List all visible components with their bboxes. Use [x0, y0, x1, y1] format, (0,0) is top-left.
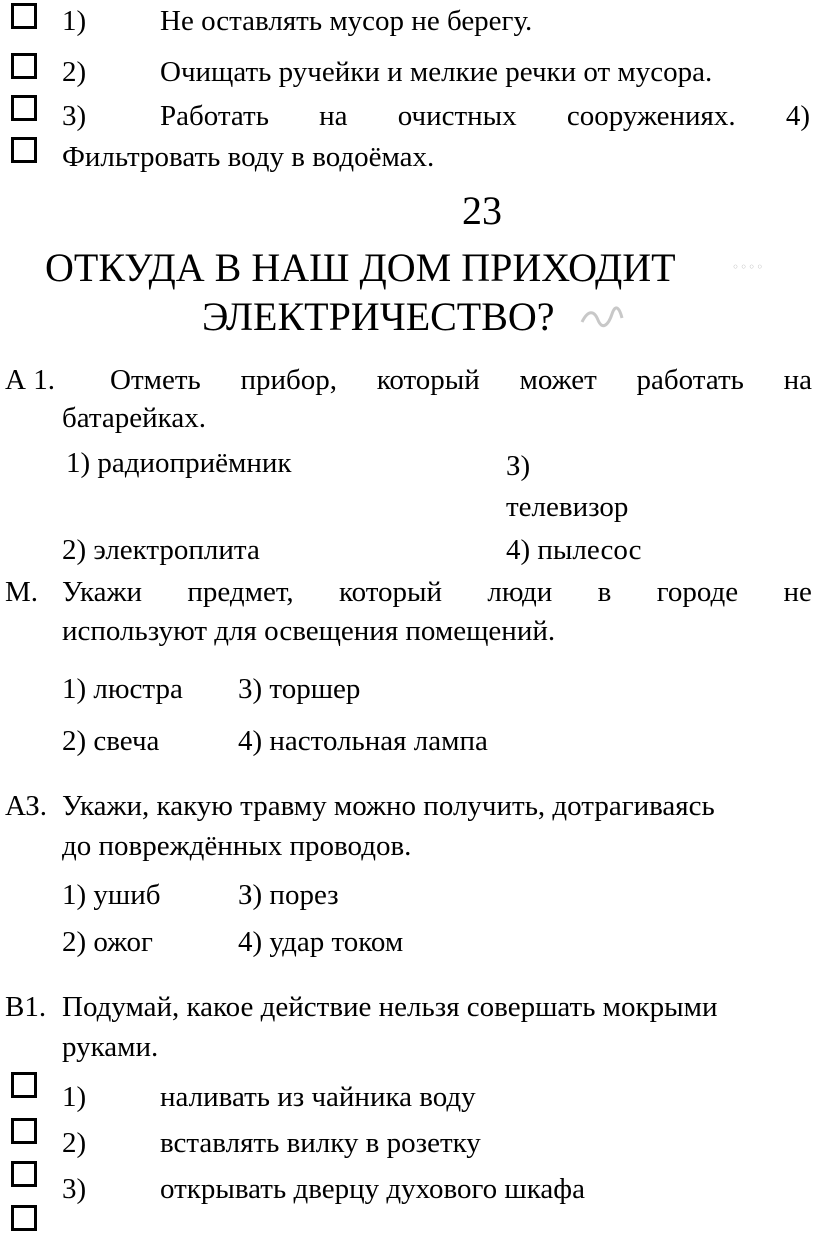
option-a3-1[interactable]: 1) ушиб [62, 879, 161, 911]
question-a3-text: Укажи, какую травму можно получить, дотрагиваясь [62, 790, 715, 822]
section-title-line1: ОТКУДА В НАШ ДОМ ПРИХОДИТ [45, 245, 676, 290]
word: предмет, [187, 576, 294, 608]
question-a1-label: А 1. [5, 364, 55, 396]
checkbox-b1-2[interactable] [11, 1118, 37, 1144]
top-item-1-text: Не оставлять мусор не берегу. [160, 5, 533, 37]
checkbox-b1-4[interactable] [11, 1205, 37, 1231]
question-b1-label: В1. [5, 991, 47, 1023]
top-item-3-num: 3) [62, 100, 87, 132]
option-a1-4[interactable]: 4) пылесос [506, 534, 642, 566]
checkbox-4[interactable] [11, 137, 37, 163]
word: очистных [397, 100, 517, 132]
option-b1-2-num: 2) [62, 1127, 87, 1159]
word: на [783, 364, 812, 396]
option-a3-2[interactable]: 2) ожог [62, 926, 153, 958]
word: в [597, 576, 612, 608]
question-m-cont: используют для освещения помещений. [62, 615, 556, 647]
option-m-2[interactable]: 2) свеча [62, 725, 160, 757]
question-a3-cont: до повреждённых проводов. [62, 830, 412, 862]
option-m-4[interactable]: 4) настольная лампа [238, 725, 488, 757]
option-a1-3-num[interactable]: З) [506, 450, 531, 482]
word: не [783, 576, 812, 608]
option-m-1[interactable]: 1) люстра [62, 673, 183, 705]
checkbox-3[interactable] [11, 95, 37, 121]
option-m-3[interactable]: 3) торшер [238, 673, 361, 705]
word: Работать [160, 100, 269, 132]
decorative-squiggle-icon [580, 306, 624, 328]
word: Отметь [110, 364, 201, 396]
word: на [319, 100, 348, 132]
question-b1-cont: руками. [62, 1031, 159, 1063]
word: может [519, 364, 597, 396]
top-item-4-text: Фильтровать воду в водоёмах. [62, 141, 435, 173]
option-b1-2-text[interactable]: вставлять вилку в розетку [160, 1127, 481, 1159]
checkbox-b1-1[interactable] [11, 1072, 37, 1098]
top-item-3-line [160, 99, 810, 133]
word: люди [487, 576, 553, 608]
checkbox-2[interactable] [11, 53, 37, 79]
word: который [338, 576, 443, 608]
word: который [376, 364, 480, 396]
checkbox-b1-3[interactable] [11, 1161, 37, 1187]
section-title-line2: ЭЛЕКТРИЧЕСТВО? [202, 294, 555, 339]
word: прибор, [240, 364, 338, 396]
question-a1-line [110, 363, 812, 397]
question-b1-text: Подумай, какое действие нельзя совершать мокрыми [62, 991, 718, 1023]
option-b1-3-text[interactable]: открывать дверцу духового шкафа [160, 1173, 585, 1205]
question-a1-cont: батарейках. [62, 402, 206, 434]
option-b1-1-text[interactable]: наливать из чайника воду [160, 1081, 476, 1113]
option-a1-2[interactable]: 2) электроплита [62, 534, 260, 566]
word: городе [656, 576, 739, 608]
word: Укажи [62, 576, 143, 608]
option-b1-3-num: 3) [62, 1173, 87, 1205]
option-a1-3-text[interactable]: телевизор [506, 491, 629, 523]
option-a3-3[interactable]: З) порез [238, 879, 339, 911]
option-b1-1-num: 1) [62, 1081, 87, 1113]
word: сооружениях. [566, 100, 736, 132]
question-a3-label: АЗ. [5, 790, 47, 822]
top-item-1-num: 1) [62, 5, 87, 37]
question-m-label: М. [5, 576, 39, 608]
checkbox-1[interactable] [11, 3, 37, 29]
top-item-2-text: Очищать ручейки и мелкие речки от мусора. [160, 56, 713, 88]
question-m-line [62, 575, 812, 609]
page-number: 23 [462, 188, 502, 233]
watermark-mark: ◦◦◦◦ [732, 260, 765, 274]
word: работать [636, 364, 744, 396]
top-item-2-num: 2) [62, 56, 87, 88]
option-a3-4[interactable]: 4) удар током [238, 926, 404, 958]
option-a1-1[interactable]: 1) радиоприёмник [66, 447, 292, 479]
word: 4) [785, 100, 810, 132]
